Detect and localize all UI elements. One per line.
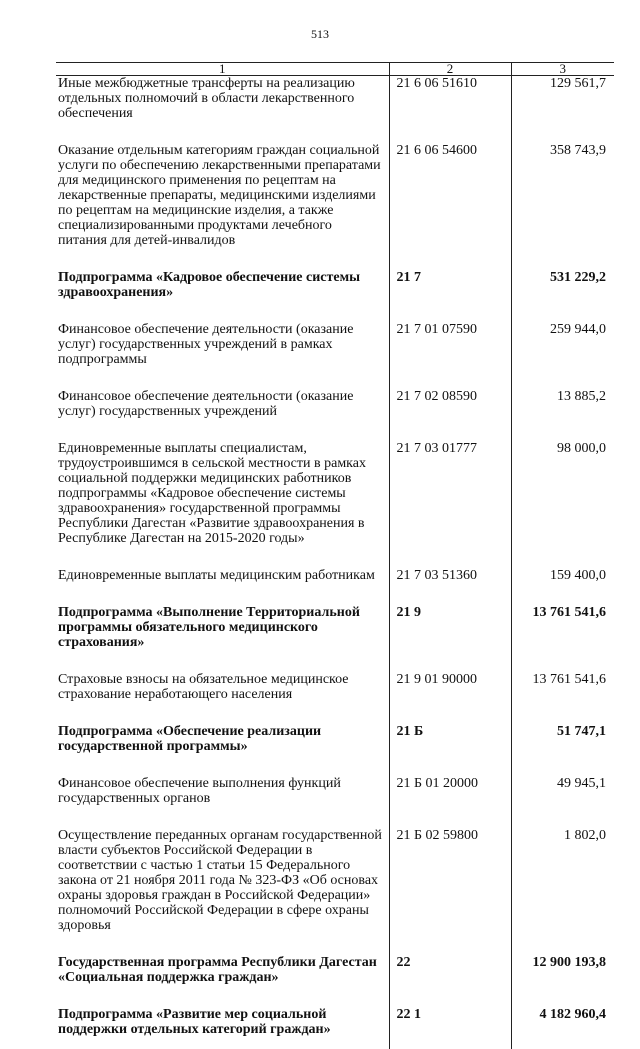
row-description: Государственная программа Республики Дагестан «Социальная поддержка граждан» xyxy=(56,955,389,1007)
table-body xyxy=(56,76,614,1049)
row-code: 22 1 xyxy=(389,1007,511,1049)
table-row-section xyxy=(56,955,614,1007)
page-number: 513 xyxy=(0,27,640,42)
budget-table xyxy=(56,62,614,1049)
row-amount: 159 400,0 xyxy=(511,568,614,605)
column-header-3: 3 xyxy=(511,63,614,76)
row-description: Финансовое обеспечение деятельности (оказание услуг) государственных учреждений в рамках подпрограммы xyxy=(56,322,389,389)
row-description: Финансовое обеспечение деятельности (оказание услуг) государственных учреждений xyxy=(56,389,389,441)
table-row-section xyxy=(56,605,614,672)
table-row-section xyxy=(56,1007,614,1049)
row-amount: 49 945,1 xyxy=(511,776,614,828)
row-amount: 13 761 541,6 xyxy=(511,605,614,672)
row-code: 21 9 01 90000 xyxy=(389,672,511,724)
row-amount: 13 885,2 xyxy=(511,389,614,441)
row-code: 21 6 06 54600 xyxy=(389,143,511,270)
table-row xyxy=(56,76,614,144)
row-description: Единовременные выплаты медицинским работникам xyxy=(56,568,389,605)
row-code: 21 Б 01 20000 xyxy=(389,776,511,828)
row-description: Осуществление переданных органам государственной власти субъектов Российской Федерации в соответствии с частью 1 статьи 15 Федерального закона от 21 ноября 2011 года № 323-ФЗ «Об основах охраны здоровья граждан в Российской Федерации» полномочий Российской Федерации в сфере охраны здоровья xyxy=(56,828,389,955)
table-row xyxy=(56,568,614,605)
table-row-section xyxy=(56,724,614,776)
row-code: 21 Б xyxy=(389,724,511,776)
table-row-section xyxy=(56,270,614,322)
row-amount: 1 802,0 xyxy=(511,828,614,955)
table-row xyxy=(56,322,614,389)
row-description: Подпрограмма «Обеспечение реализации государственной программы» xyxy=(56,724,389,776)
row-amount: 4 182 960,4 xyxy=(511,1007,614,1049)
row-amount: 259 944,0 xyxy=(511,322,614,389)
row-description: Иные межбюджетные трансферты на реализацию отдельных полномочий в области лекарственного обеспечения xyxy=(56,76,389,144)
row-description: Подпрограмма «Выполнение Территориальной программы обязательного медицинского страхования» xyxy=(56,605,389,672)
row-code: 22 xyxy=(389,955,511,1007)
row-code: 21 7 02 08590 xyxy=(389,389,511,441)
table-row xyxy=(56,389,614,441)
table-header-row xyxy=(56,63,614,76)
row-code: 21 7 03 51360 xyxy=(389,568,511,605)
table-row xyxy=(56,143,614,270)
column-header-1: 1 xyxy=(56,63,389,76)
row-code: 21 7 xyxy=(389,270,511,322)
row-amount: 13 761 541,6 xyxy=(511,672,614,724)
row-amount: 51 747,1 xyxy=(511,724,614,776)
row-amount: 12 900 193,8 xyxy=(511,955,614,1007)
row-code: 21 7 03 01777 xyxy=(389,441,511,568)
row-code: 21 9 xyxy=(389,605,511,672)
row-description: Финансовое обеспечение выполнения функций государственных органов xyxy=(56,776,389,828)
row-amount: 531 229,2 xyxy=(511,270,614,322)
row-description: Единовременные выплаты специалистам, трудоустроившимся в сельской местности в рамках социальной поддержки медицинских работников подпрограммы «Кадровое обеспечение системы здравоохранения» государственной программы Республики Дагестан «Развитие здравоохранения в Республике Дагестан на 2015-2020 годы» xyxy=(56,441,389,568)
table-row xyxy=(56,672,614,724)
row-description: Страховые взносы на обязательное медицинское страхование неработающего населения xyxy=(56,672,389,724)
table-row xyxy=(56,828,614,955)
row-amount: 358 743,9 xyxy=(511,143,614,270)
column-header-2: 2 xyxy=(389,63,511,76)
row-code: 21 7 01 07590 xyxy=(389,322,511,389)
row-code: 21 6 06 51610 xyxy=(389,76,511,144)
row-amount: 98 000,0 xyxy=(511,441,614,568)
table-row xyxy=(56,441,614,568)
row-amount: 129 561,7 xyxy=(511,76,614,144)
row-description: Оказание отдельным категориям граждан социальной услуги по обеспечению лекарственными препаратами для медицинского применения по рецептам на лекарственные препараты, медицинскими изделиями по рецептам на медицинские изделия, а также специализированными продуктами лечебного питания для детей-инвалидов xyxy=(56,143,389,270)
row-code: 21 Б 02 59800 xyxy=(389,828,511,955)
row-description: Подпрограмма «Развитие мер социальной поддержки отдельных категорий граждан» xyxy=(56,1007,389,1049)
row-description: Подпрограмма «Кадровое обеспечение системы здравоохранения» xyxy=(56,270,389,322)
table-row xyxy=(56,776,614,828)
